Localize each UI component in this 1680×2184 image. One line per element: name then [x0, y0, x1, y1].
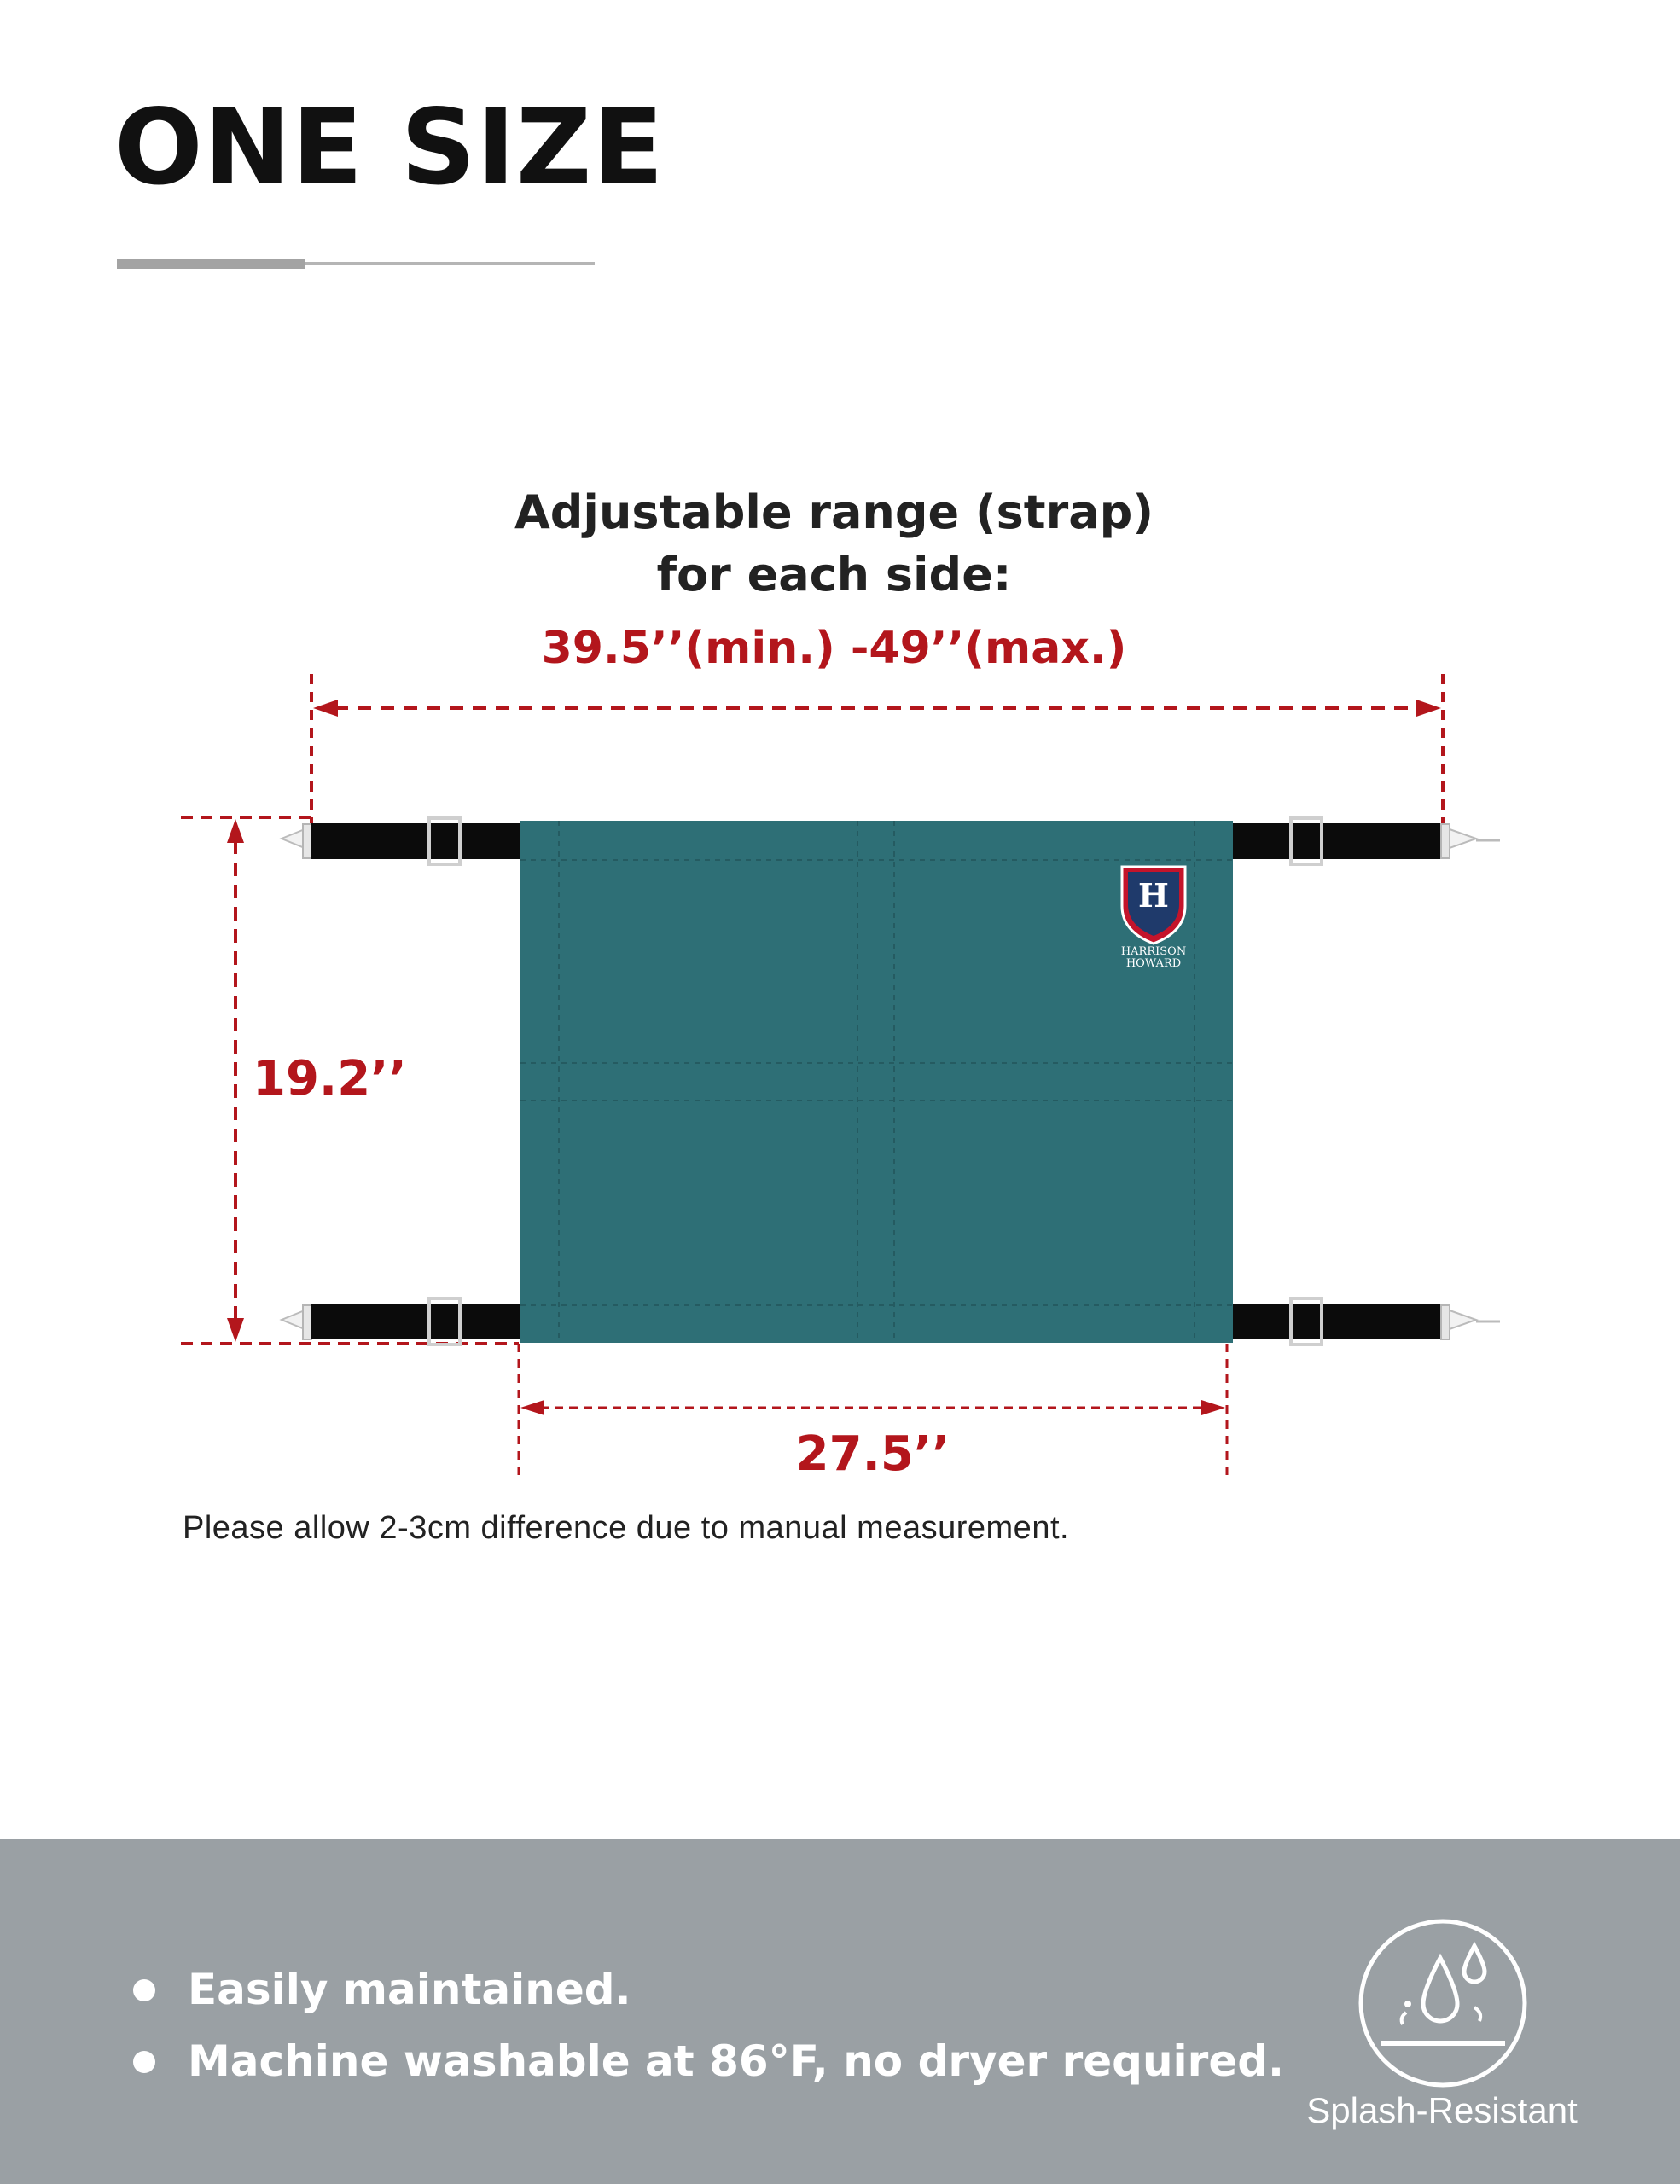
- feature-item: [128, 2025, 1284, 2097]
- strap-range-label: 39.5’’(min.) -49’’(max.): [541, 623, 1127, 674]
- feature-list: [128, 1954, 1284, 2097]
- measurement-note: Please allow 2-3cm difference due to manual measurement.: [183, 1510, 1070, 1546]
- brand-name-line2: HOWARD: [1125, 957, 1182, 970]
- logo-letter: H: [1138, 876, 1169, 915]
- strap-heading-line2: for each side:: [656, 548, 1012, 601]
- strap-range-dimension: [311, 674, 1443, 832]
- badge-label: Splash-Resistant: [1306, 2090, 1578, 2130]
- feature-text: Easily maintained.: [188, 1965, 631, 2014]
- strap-heading-line1: Adjustable range (strap): [514, 485, 1154, 539]
- water-drops-icon: [1355, 1915, 1531, 2091]
- page-title: ONE SIZE: [114, 87, 665, 208]
- top-left-strap: [282, 818, 520, 864]
- bottom-left-strap: [282, 1298, 520, 1345]
- bullet-icon: [133, 2051, 155, 2073]
- bullet-icon: [133, 1979, 155, 2001]
- feature-text: Machine washable at 86°F, no dryer required.: [188, 2036, 1285, 2086]
- width-label: 27.5’’: [795, 1426, 950, 1482]
- height-label: 19.2’’: [253, 1051, 407, 1107]
- top-right-strap: [1231, 818, 1500, 864]
- brand-logo: [1121, 867, 1186, 970]
- bottom-right-strap: [1231, 1298, 1500, 1345]
- feature-item: [128, 1954, 1284, 2025]
- brand-name-line1: HARRISON: [1120, 945, 1187, 958]
